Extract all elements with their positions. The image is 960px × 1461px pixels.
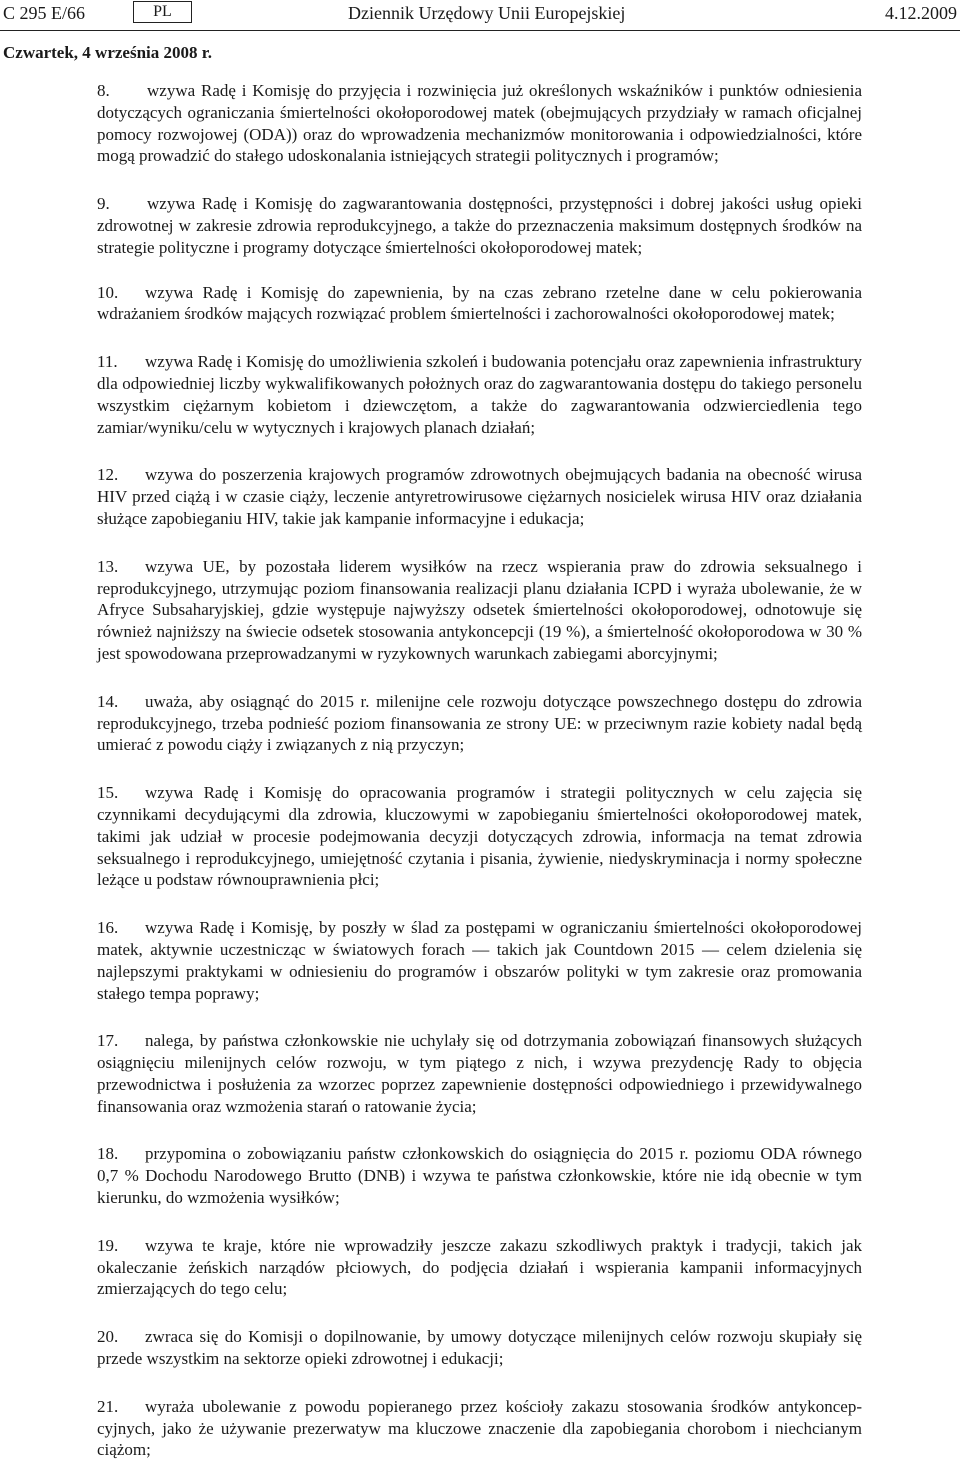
item-text: zwraca się do Komisji o dopilnowanie, by umowy dotyczące milenijnych celów rozwoju skupiały się przede wszystkim na sektorze opieki zdrowotnej i edukacji; — [97, 1327, 862, 1369]
item-text: nalega, by państwa członkowskie nie uchylały się od dotrzymania zobowiązań finansowych służących osiągnięciu milenijnych celów rozwoju, w tym piątego z nich, i wzywa prezydencję Rady to objęcia przewodnictwa i posłużenia za wzorzec poprzez zapewnienie dostępności odpowiedniego i przewidywalnego finansowania oraz wzmożenia starań o ratowanie życia; — [97, 1031, 862, 1116]
item-text: wzywa Radę i Komisję do umożliwienia szkoleń i budowania potencjału oraz zapewnienia infrastruktury dla odpowiedniej liczby wykwalifikowanych położnych oraz do zagwarantowania dostępu do takiego personelu wszystkim ciężarnym kobietom i dziewczętom, a także do zagwarantowania odzwierciedlenia tego zamiar/wyniku/celu w wytycznych i krajowych planach działań; — [97, 352, 862, 437]
resolution-item — [97, 917, 862, 1004]
resolution-item — [97, 193, 862, 258]
resolution-item — [97, 556, 862, 665]
item-text: wzywa Radę i Komisję do opracowania programów i strategii politycznych w celu zajęcia się czynnikami decydującymi dla zdrowia, kluczowymi w zapobieganiu śmiertelności okołoporodowej matek, takimi jak udział w procesie podejmowania decyzji dotyczących zdrowia, informacja na temat zdrowia seksualnego i reprodukcyjnego, umiejętność czytania i pisania, żywienie, niedyskryminacja i normy społeczne leżące u podstaw równouprawnienia płci; — [97, 783, 862, 890]
item-text: wyraża ubolewanie z powodu popieranego przez kościoły zakazu stosowania środków antykoncepcyjnych, jako że używanie prezerwatyw ma kluczowe znaczenie dla zapobiegania chorobom i niechcianym ciążom; — [97, 1396, 862, 1460]
item-text: wzywa UE, by pozostała liderem wysiłków na rzecz wspierania praw do zdrowia seksualnego i reprodukcyjnego, utrzymując poziom finansowania realizacji planu działania ICPD i wyraża ubolewanie, że w Afryce Subsaharyjskiej, gdzie występuje najwyższy odsetek śmiertelności okołoporodowej, odnotowuje się również najniższy na świecie odsetek stosowania antykoncepcji (19 %), a śmiertelność okołoporodowa w 30 % jest spowodowana przeprowadzanymi w ryzykownych warunkach zabiegami aborcyjnymi; — [97, 556, 862, 663]
resolution-item — [97, 1396, 862, 1461]
resolution-item — [97, 351, 862, 438]
item-number: 14. — [97, 691, 119, 711]
item-text: wzywa Radę i Komisję do zagwarantowania dostępności, przystępności i dobrej jakości usług opieki zdrowotnej w zakresie zdrowia reprodukcyjnego, a także do przeznaczenia maksimum dostępnych środków na strategie polityczne i programy dotyczące śmiertelności okołoporodowej matek; — [97, 194, 862, 257]
resolution-item — [97, 282, 862, 326]
item-text: wzywa Radę i Komisję, by poszły w ślad za postępami w ograniczaniu śmiertelności okołoporodowej matek, aktywnie uczestnicząc w światowych forach — takich jak Countdown 2015 — celem dzielenia się najlepszymi praktykami w odniesieniu do programów i obszarów polityki w tym zakresie oraz promowania stałego tempa poprawy; — [97, 918, 862, 1003]
language-code-box: PL — [133, 1, 192, 23]
item-number: 13. — [97, 556, 119, 576]
item-text: wzywa Radę i Komisję do zapewnienia, by na czas zebrano rzetelne dane w celu pokierowania wdrażaniem środków mających rozwiązać problem śmiertelności i zachorowalności okołoporodowej matek; — [97, 282, 862, 324]
item-number: 17. — [97, 1031, 119, 1051]
resolution-item — [97, 1030, 862, 1117]
page-header — [0, 0, 960, 31]
item-text: wzywa te kraje, które nie wprowadziły jeszcze zakazu szkodliwych praktyk i tradycji, takich jak okaleczanie żeńskich narządów płciowych, do podjęcia działań i wspierania kampanii informacyjnych zmierzających do tego celu; — [97, 1235, 862, 1299]
resolution-item — [97, 1235, 862, 1300]
resolution-item — [97, 1143, 862, 1208]
item-text: przypomina o zobowiązaniu państw członkowskich do osiągnięcia do 2015 r. poziomu ODA równego 0,7 % Dochodu Narodowego Brutto (DNB) i wzywa te państwa członkowskie, które nie idą obecnie w tym kierunku, do wzmożenia wysiłków; — [97, 1144, 862, 1208]
item-text: wzywa do poszerzenia krajowych programów zdrowotnych obejmujących badania na obecność wirusa HIV przed ciążą i w czasie ciąży, leczenie antyretrowirusowe ciężarnych nosicielek wirusa HIV oraz działania służące zapobieganiu HIV, takie jak kampanie informacyjne i edukacja; — [97, 465, 862, 528]
item-number: 16. — [97, 918, 119, 938]
item-number: 9. — [97, 194, 110, 214]
item-number: 20. — [97, 1327, 119, 1347]
item-number: 10. — [97, 282, 119, 302]
item-text: wzywa Radę i Komisję do przyjęcia i rozwinięcia już określonych wskaźników i punktów odniesienia dotyczących ograniczania śmiertelności okołoporodowej matek (obejmujących przydziały w ramach oficjalnej pomocy rozwojowej (ODA)) oraz do wprowadzenia mechanizmów monitorowania i odpowiedzialności, które mogą prowadzić do stałego udoskonalania istniejących strategii politycznych i programów; — [97, 81, 862, 166]
resolution-item — [97, 691, 862, 756]
item-text: uważa, aby osiągnąć do 2015 r. milenijne cele rozwoju dotyczące powszechnego dostępu do zdrowia reprodukcyjnego, trzeba podnieść poziom finansowania ze strony UE: w przeciwnym razie kobiety nadal będą umierać z powodu ciąży i związanych z nią przyczyn; — [97, 691, 862, 755]
resolution-item — [97, 464, 862, 529]
resolution-item — [97, 80, 862, 167]
item-number: 8. — [97, 81, 110, 100]
item-number: 18. — [97, 1144, 119, 1164]
item-number: 19. — [97, 1235, 119, 1255]
journal-title: Dziennik Urzędowy Unii Europejskiej — [348, 3, 626, 23]
publication-date: 4.12.2009 — [885, 3, 957, 23]
item-number: 12. — [97, 465, 119, 485]
sitting-date: Czwartek, 4 września 2008 r. — [3, 43, 212, 62]
item-number: 21. — [97, 1396, 119, 1416]
item-number: 11. — [97, 352, 118, 372]
oj-reference: C 295 E/66 — [3, 3, 86, 23]
resolution-item — [97, 782, 862, 891]
resolution-items — [97, 80, 862, 1461]
item-number: 15. — [97, 783, 119, 803]
resolution-item — [97, 1326, 862, 1370]
